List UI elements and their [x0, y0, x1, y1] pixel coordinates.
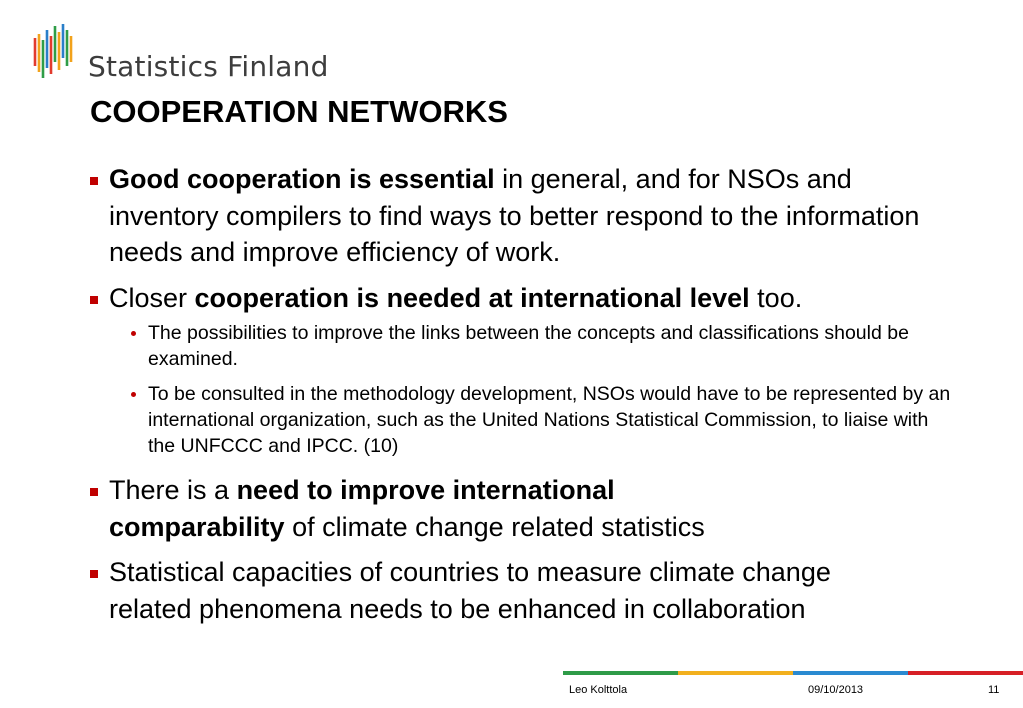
bullet-item: [88, 472, 958, 545]
square-bullet-icon: [90, 296, 98, 304]
bullet-item: [88, 280, 958, 317]
footer: [563, 671, 1023, 708]
dot-bullet-icon: [131, 331, 136, 336]
footer-bar-segment: [908, 671, 1023, 675]
sub-bullet-item: [88, 381, 958, 459]
footer-page-number: 11: [988, 684, 1000, 696]
bullet-text: in general, and for NSOs and inventory compilers to find ways to better respond to the information needs and improve efficiency of work.: [109, 164, 920, 267]
bullet-text: There is a: [109, 475, 237, 505]
sub-bullet-text: The possibilities to improve the links between the concepts and classifications should be examined.: [148, 322, 909, 370]
square-bullet-icon: [90, 488, 98, 496]
footer-author: Leo Kolttola: [569, 684, 628, 696]
slide-content: [88, 161, 958, 636]
dot-bullet-icon: [131, 392, 136, 397]
footer-color-bar: [563, 671, 1023, 675]
bullet-bold-text: Good cooperation is essential: [109, 164, 495, 194]
sub-bullet-item: [88, 320, 958, 372]
sub-bullet-text: To be consulted in the methodology development, NSOs would have to be represented by an international organization, such as the United Nations Statistical Commission, to liaise with the UNFCCC and IPCC. (10): [148, 383, 951, 457]
bullet-item: [88, 554, 958, 627]
bullet-text: Statistical capacities of countries to measure climate change related phenomena needs to be enhanced in collaboration: [109, 557, 831, 624]
footer-bar-segment: [563, 671, 678, 675]
footer-bar-segment: [678, 671, 793, 675]
page-title: COOPERATION NETWORKS: [90, 94, 508, 129]
logo-text: Statistics Finland: [88, 50, 329, 83]
bullet-text: of climate change related statistics: [284, 511, 705, 542]
footer-date: 09/10/2013: [808, 684, 864, 696]
bullet-bold-text: cooperation is needed at international level: [194, 282, 750, 313]
square-bullet-icon: [90, 177, 98, 185]
bullet-bold-text: need to improve international: [236, 475, 615, 505]
bullet-item: [88, 161, 958, 271]
footer-bar-segment: [793, 671, 908, 675]
bullet-text: Closer: [109, 282, 195, 313]
bullet-text: too.: [749, 282, 803, 313]
logo-bars-icon: [32, 22, 80, 82]
bullet-bold-text: comparability: [109, 511, 285, 542]
square-bullet-icon: [90, 570, 98, 578]
